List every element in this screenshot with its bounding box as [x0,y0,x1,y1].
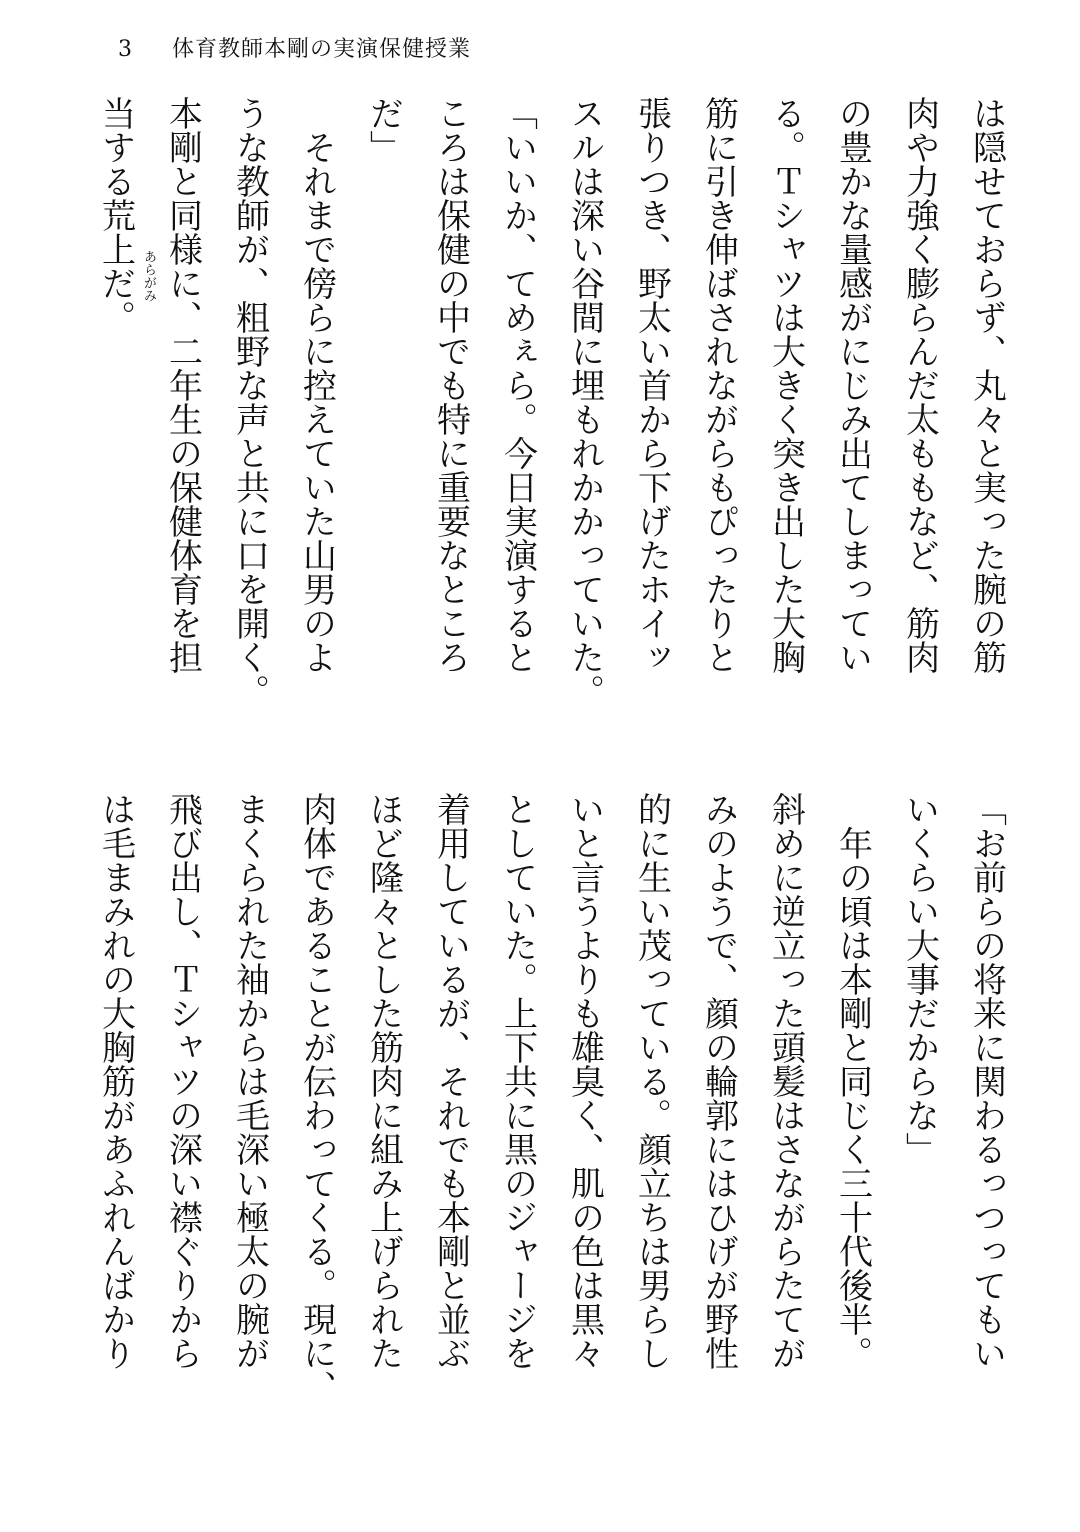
text-column: それまで傍らに控えていた山男のよ [296,96,337,674]
text-column: としていた。上下共に黒のジャージを [497,792,538,1370]
bottom-text-block [60,792,1020,1472]
text-column: 肉体であることが伝わってくる。現に、 [296,792,337,1404]
text-column: いと言うよりも雄臭く、肌の色は黒々 [564,792,605,1370]
text-column: スルは深い谷間に埋もれかかっていた。 [564,96,605,708]
text-column: 斜めに逆立った頭髪はさながらたてが [765,792,806,1370]
book-title: 体育教師本剛の実演保健授業 [172,37,472,62]
text-column: は毛まみれの大胸筋があふれんばかり [95,792,136,1370]
page-header [0,34,1080,74]
text-column: 飛び出し、Ｔシャツの深い襟ぐりから [162,792,203,1370]
text-column: ほど隆々とした筋肉に組み上げられた [363,792,404,1370]
text-column: 年の頃は本剛と同じく三十代後半。 [832,792,873,1370]
top-text-block [60,96,1020,736]
text-column: ころは保健の中でも特に重要なところ [430,96,471,674]
text-column: 肉や力強く膨らんだ太ももなど、筋肉 [899,96,940,674]
text-column: る。Ｔシャツは大きく突き出した大胸 [765,96,806,674]
text-column: だ」 [363,96,404,164]
text-column: うな教師が、粗野な声と共に口を開く。 [229,96,270,708]
text-column: 本剛と同様に、二年生の保健体育を担 [162,96,203,674]
text-column: 「お前らの将来に関わるっつってもい [966,792,1007,1370]
text-column: 当する荒上だ。 [95,96,136,334]
text-column: みのようで、顔の輪郭にはひげが野性 [698,792,739,1370]
text-column: 張りつき、野太い首から下げたホイッ [631,96,672,674]
text-column: の豊かな量感がにじみ出てしまってい [832,96,873,674]
page-number: 3 [118,37,132,62]
text-column: 「いいか、てめぇら。今日実演すると [497,96,538,674]
text-column: いくらい大事だからな」 [899,792,940,1166]
text-column: 筋に引き伸ばされながらもぴったりと [698,96,739,674]
ruby-reading: あらがみ [141,250,156,302]
text-column: まくられた袖からは毛深い極太の腕が [229,792,270,1370]
text-column: 着用しているが、それでも本剛と並ぶ [430,792,471,1370]
text-column: 的に生い茂っている。顔立ちは男らし [631,792,672,1370]
text-column: は隠せておらず、丸々と実った腕の筋 [966,96,1007,674]
